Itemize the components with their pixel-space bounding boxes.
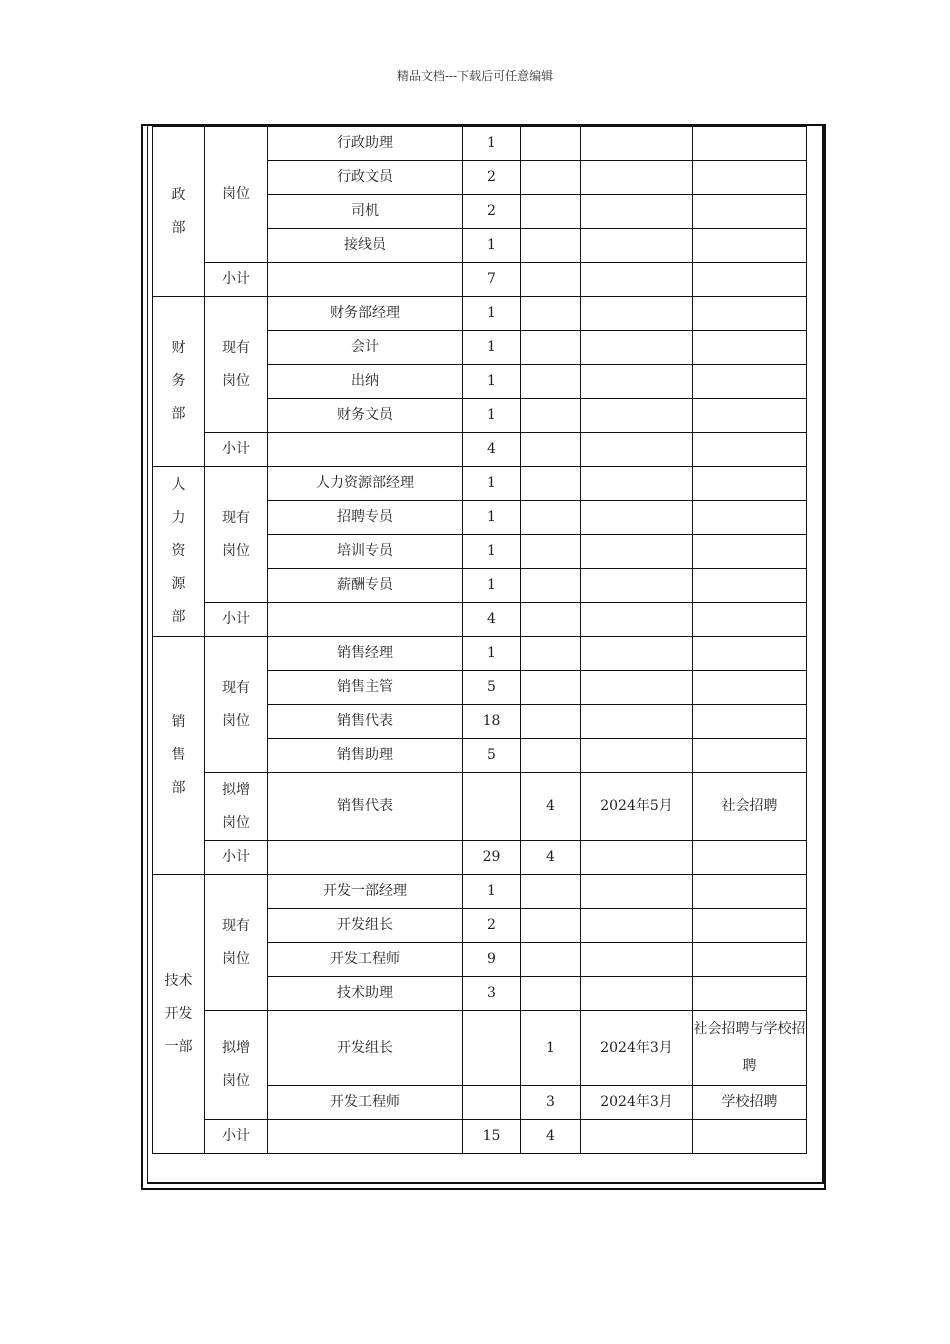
current-count-cell: 1 xyxy=(463,229,521,263)
recruit-method-cell xyxy=(693,977,807,1011)
add-count-cell xyxy=(521,875,581,909)
recruit-method-cell xyxy=(693,875,807,909)
add-count-cell xyxy=(521,161,581,195)
subtotal-date-cell xyxy=(581,1120,693,1154)
subtotal-date-cell xyxy=(581,433,693,467)
add-count-cell xyxy=(521,399,581,433)
recruit-method-cell xyxy=(693,365,807,399)
current-count-cell: 1 xyxy=(463,127,521,161)
position-cell: 培训专员 xyxy=(268,535,463,569)
subtotal-date-cell xyxy=(581,841,693,875)
subtotal-position-cell xyxy=(268,1120,463,1154)
subtotal-label-cell: 小计 xyxy=(205,263,268,297)
date-cell xyxy=(581,127,693,161)
position-cell: 会计 xyxy=(268,331,463,365)
position-cell: 出纳 xyxy=(268,365,463,399)
current-count-cell: 2 xyxy=(463,161,521,195)
subtotal-add-cell: 4 xyxy=(521,1120,581,1154)
date-cell xyxy=(581,161,693,195)
current-count-cell: 1 xyxy=(463,331,521,365)
add-count-cell xyxy=(521,909,581,943)
subtotal-position-cell xyxy=(268,603,463,637)
subtotal-date-cell xyxy=(581,263,693,297)
subtotal-method-cell xyxy=(693,603,807,637)
table-row xyxy=(153,875,807,909)
date-cell xyxy=(581,943,693,977)
subtotal-add-cell xyxy=(521,263,581,297)
recruit-method-cell xyxy=(693,909,807,943)
table-row xyxy=(153,1011,807,1086)
current-count-cell: 1 xyxy=(463,501,521,535)
table-row xyxy=(153,467,807,501)
group-label-cell: 现有 岗位 xyxy=(205,467,268,603)
current-count-cell: 2 xyxy=(463,909,521,943)
recruit-method-cell: 学校招聘 xyxy=(693,1086,807,1120)
position-cell: 销售助理 xyxy=(268,739,463,773)
date-cell: 2024年3月 xyxy=(581,1086,693,1120)
subtotal-label-cell: 小计 xyxy=(205,433,268,467)
page-header: 精品文档---下载后可任意编辑 xyxy=(396,69,554,83)
date-cell xyxy=(581,977,693,1011)
staffing-table xyxy=(152,126,807,1154)
add-count-cell xyxy=(521,535,581,569)
add-count-cell xyxy=(521,365,581,399)
position-cell: 行政文员 xyxy=(268,161,463,195)
current-count-cell: 5 xyxy=(463,671,521,705)
add-count-cell xyxy=(521,977,581,1011)
position-cell: 销售主管 xyxy=(268,671,463,705)
add-count-cell xyxy=(521,501,581,535)
group-label-cell: 拟增 岗位 xyxy=(205,1011,268,1120)
current-count-cell: 1 xyxy=(463,637,521,671)
add-count-cell xyxy=(521,637,581,671)
date-cell xyxy=(581,875,693,909)
recruit-method-cell xyxy=(693,705,807,739)
current-count-cell xyxy=(463,1011,521,1086)
add-count-cell xyxy=(521,331,581,365)
position-cell: 销售代表 xyxy=(268,705,463,739)
current-count-cell: 1 xyxy=(463,875,521,909)
subtotal-label-cell: 小计 xyxy=(205,603,268,637)
recruit-method-cell xyxy=(693,467,807,501)
subtotal-add-cell: 4 xyxy=(521,841,581,875)
current-count-cell: 1 xyxy=(463,365,521,399)
current-count-cell: 1 xyxy=(463,399,521,433)
recruit-method-cell xyxy=(693,297,807,331)
subtotal-position-cell xyxy=(268,263,463,297)
date-cell xyxy=(581,909,693,943)
recruit-method-cell xyxy=(693,229,807,263)
add-count-cell xyxy=(521,943,581,977)
subtotal-method-cell xyxy=(693,841,807,875)
table-row xyxy=(153,297,807,331)
date-cell xyxy=(581,195,693,229)
add-count-cell: 1 xyxy=(521,1011,581,1086)
subtotal-row xyxy=(153,1120,807,1154)
add-count-cell xyxy=(521,671,581,705)
current-count-cell: 1 xyxy=(463,535,521,569)
current-count-cell: 1 xyxy=(463,297,521,331)
date-cell xyxy=(581,739,693,773)
date-cell xyxy=(581,535,693,569)
subtotal-add-cell xyxy=(521,433,581,467)
position-cell: 开发一部经理 xyxy=(268,875,463,909)
position-cell: 技术助理 xyxy=(268,977,463,1011)
table-row xyxy=(153,773,807,841)
subtotal-method-cell xyxy=(693,263,807,297)
position-cell: 销售经理 xyxy=(268,637,463,671)
add-count-cell xyxy=(521,569,581,603)
date-cell xyxy=(581,569,693,603)
date-cell xyxy=(581,331,693,365)
recruit-method-cell xyxy=(693,943,807,977)
date-cell xyxy=(581,705,693,739)
position-cell: 人力资源部经理 xyxy=(268,467,463,501)
current-count-cell: 2 xyxy=(463,195,521,229)
table-row xyxy=(153,637,807,671)
group-label-cell: 现有 岗位 xyxy=(205,297,268,433)
recruit-method-cell xyxy=(693,739,807,773)
position-cell: 司机 xyxy=(268,195,463,229)
position-cell: 财务文员 xyxy=(268,399,463,433)
recruit-method-cell xyxy=(693,637,807,671)
department-name-cell: 人 力 资 源 部 xyxy=(153,467,205,637)
subtotal-label-cell: 小计 xyxy=(205,1120,268,1154)
current-count-cell xyxy=(463,773,521,841)
position-cell: 接线员 xyxy=(268,229,463,263)
department-name-cell: 技术 开发 一部 xyxy=(153,875,205,1154)
subtotal-row xyxy=(153,603,807,637)
position-cell: 开发组长 xyxy=(268,909,463,943)
recruit-method-cell xyxy=(693,569,807,603)
subtotal-row xyxy=(153,433,807,467)
subtotal-count-cell: 4 xyxy=(463,603,521,637)
subtotal-count-cell: 15 xyxy=(463,1120,521,1154)
recruit-method-cell xyxy=(693,501,807,535)
current-count-cell: 18 xyxy=(463,705,521,739)
group-label-cell: 现有 岗位 xyxy=(205,875,268,1011)
add-count-cell xyxy=(521,195,581,229)
current-count-cell: 1 xyxy=(463,569,521,603)
recruit-method-cell xyxy=(693,535,807,569)
position-cell: 行政助理 xyxy=(268,127,463,161)
table-row xyxy=(153,127,807,161)
subtotal-method-cell xyxy=(693,433,807,467)
subtotal-count-cell: 29 xyxy=(463,841,521,875)
subtotal-count-cell: 4 xyxy=(463,433,521,467)
date-cell xyxy=(581,365,693,399)
add-count-cell xyxy=(521,705,581,739)
add-count-cell xyxy=(521,229,581,263)
current-count-cell xyxy=(463,1086,521,1120)
subtotal-position-cell xyxy=(268,433,463,467)
department-name-cell: 财 务 部 xyxy=(153,297,205,467)
add-count-cell xyxy=(521,127,581,161)
current-count-cell: 9 xyxy=(463,943,521,977)
group-label-cell: 岗位 xyxy=(205,127,268,263)
position-cell: 招聘专员 xyxy=(268,501,463,535)
department-name-cell: 销 售 部 xyxy=(153,637,205,875)
subtotal-method-cell xyxy=(693,1120,807,1154)
position-cell: 开发工程师 xyxy=(268,943,463,977)
recruit-method-cell: 社会招聘与学校招聘 xyxy=(693,1011,807,1086)
position-cell: 开发工程师 xyxy=(268,1086,463,1120)
position-cell: 薪酬专员 xyxy=(268,569,463,603)
add-count-cell xyxy=(521,467,581,501)
date-cell xyxy=(581,501,693,535)
current-count-cell: 5 xyxy=(463,739,521,773)
date-cell xyxy=(581,229,693,263)
position-cell: 财务部经理 xyxy=(268,297,463,331)
date-cell xyxy=(581,637,693,671)
group-label-cell: 拟增 岗位 xyxy=(205,773,268,841)
recruit-method-cell: 社会招聘 xyxy=(693,773,807,841)
date-cell xyxy=(581,399,693,433)
recruit-method-cell xyxy=(693,127,807,161)
recruit-method-cell xyxy=(693,161,807,195)
date-cell xyxy=(581,671,693,705)
subtotal-count-cell: 7 xyxy=(463,263,521,297)
recruit-method-cell xyxy=(693,331,807,365)
date-cell: 2024年5月 xyxy=(581,773,693,841)
add-count-cell: 3 xyxy=(521,1086,581,1120)
add-count-cell xyxy=(521,739,581,773)
department-name-cell: 政 部 xyxy=(153,127,205,297)
subtotal-row xyxy=(153,263,807,297)
subtotal-position-cell xyxy=(268,841,463,875)
position-cell: 开发组长 xyxy=(268,1011,463,1086)
recruit-method-cell xyxy=(693,671,807,705)
subtotal-add-cell xyxy=(521,603,581,637)
add-count-cell: 4 xyxy=(521,773,581,841)
recruit-method-cell xyxy=(693,195,807,229)
subtotal-label-cell: 小计 xyxy=(205,841,268,875)
subtotal-row xyxy=(153,841,807,875)
date-cell xyxy=(581,297,693,331)
date-cell xyxy=(581,467,693,501)
current-count-cell: 3 xyxy=(463,977,521,1011)
position-cell: 销售代表 xyxy=(268,773,463,841)
group-label-cell: 现有 岗位 xyxy=(205,637,268,773)
subtotal-date-cell xyxy=(581,603,693,637)
recruit-method-cell xyxy=(693,399,807,433)
current-count-cell: 1 xyxy=(463,467,521,501)
add-count-cell xyxy=(521,297,581,331)
date-cell: 2024年3月 xyxy=(581,1011,693,1086)
staffing-table-body xyxy=(153,127,807,1154)
